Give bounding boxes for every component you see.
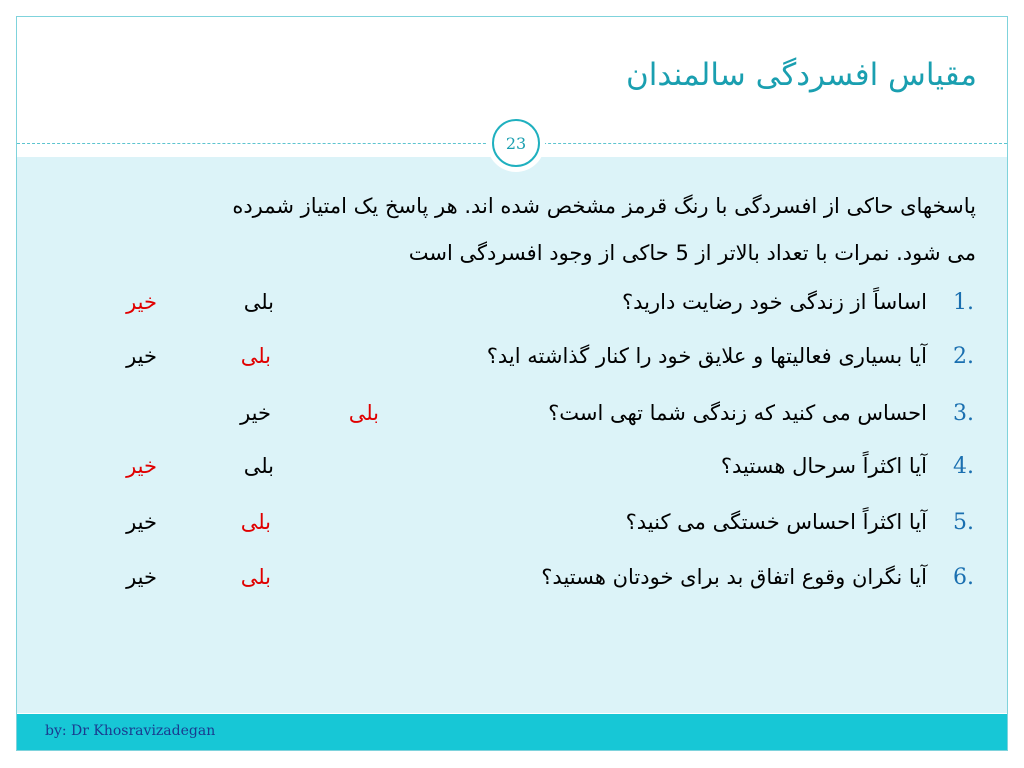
intro-paragraph: [36, 183, 976, 277]
slide-title: مقیاس افسردگی سالمندان: [625, 57, 977, 93]
footer-bar: [17, 714, 1007, 750]
page-number-badge: 23: [492, 119, 540, 167]
question-row-5: [17, 510, 1007, 550]
question-row-4: [17, 454, 1007, 494]
answer-yes: بلی: [240, 565, 271, 589]
question-row-6: [17, 565, 1007, 605]
answer-no: خیر: [240, 401, 271, 425]
question-number: 5.: [953, 510, 974, 535]
answer-yes: بلی: [348, 401, 379, 425]
question-text: آیا نگران وقوع اتفاق بد برای خودتان هستید؟: [541, 565, 927, 589]
question-number: 4.: [953, 454, 974, 479]
question-number: 3.: [953, 401, 974, 426]
answer-no: خیر: [126, 344, 157, 368]
answer-yes: بلی: [240, 510, 271, 534]
answer-no: خیر: [126, 510, 157, 534]
answer-no: خیر: [126, 454, 157, 478]
intro-line-1: پاسخهای حاکی از افسردگی با رنگ قرمز مشخص شده اند. هر پاسخ یک امتیاز شمرده: [232, 194, 976, 218]
footer-author: by: Dr Khosravizadegan: [45, 723, 216, 739]
question-number: 6.: [953, 565, 974, 590]
question-number: 2.: [953, 344, 974, 369]
question-row-2: [17, 344, 1007, 384]
question-text: اساساً از زندگی خود رضایت دارید؟: [621, 290, 927, 314]
question-text: آیا اکثراً احساس خستگی می کنید؟: [625, 510, 927, 534]
answer-yes: بلی: [243, 454, 274, 478]
answer-no: خیر: [126, 565, 157, 589]
question-text: احساس می کنید که زندگی شما تهی است؟: [548, 401, 927, 425]
question-text: آیا بسیاری فعالیتها و علایق خود را کنار گذاشته اید؟: [486, 344, 927, 368]
question-number: 1.: [953, 290, 974, 315]
intro-line-2: می شود. نمرات با تعداد بالاتر از 5 حاکی از وجود افسردگی است: [408, 241, 976, 265]
question-row-3: [17, 401, 1007, 441]
answer-no: خیر: [126, 290, 157, 314]
question-text: آیا اکثراً سرحال هستید؟: [720, 454, 927, 478]
slide-frame: [16, 16, 1008, 751]
answer-yes: بلی: [240, 344, 271, 368]
question-row-1: [17, 290, 1007, 330]
answer-yes: بلی: [243, 290, 274, 314]
